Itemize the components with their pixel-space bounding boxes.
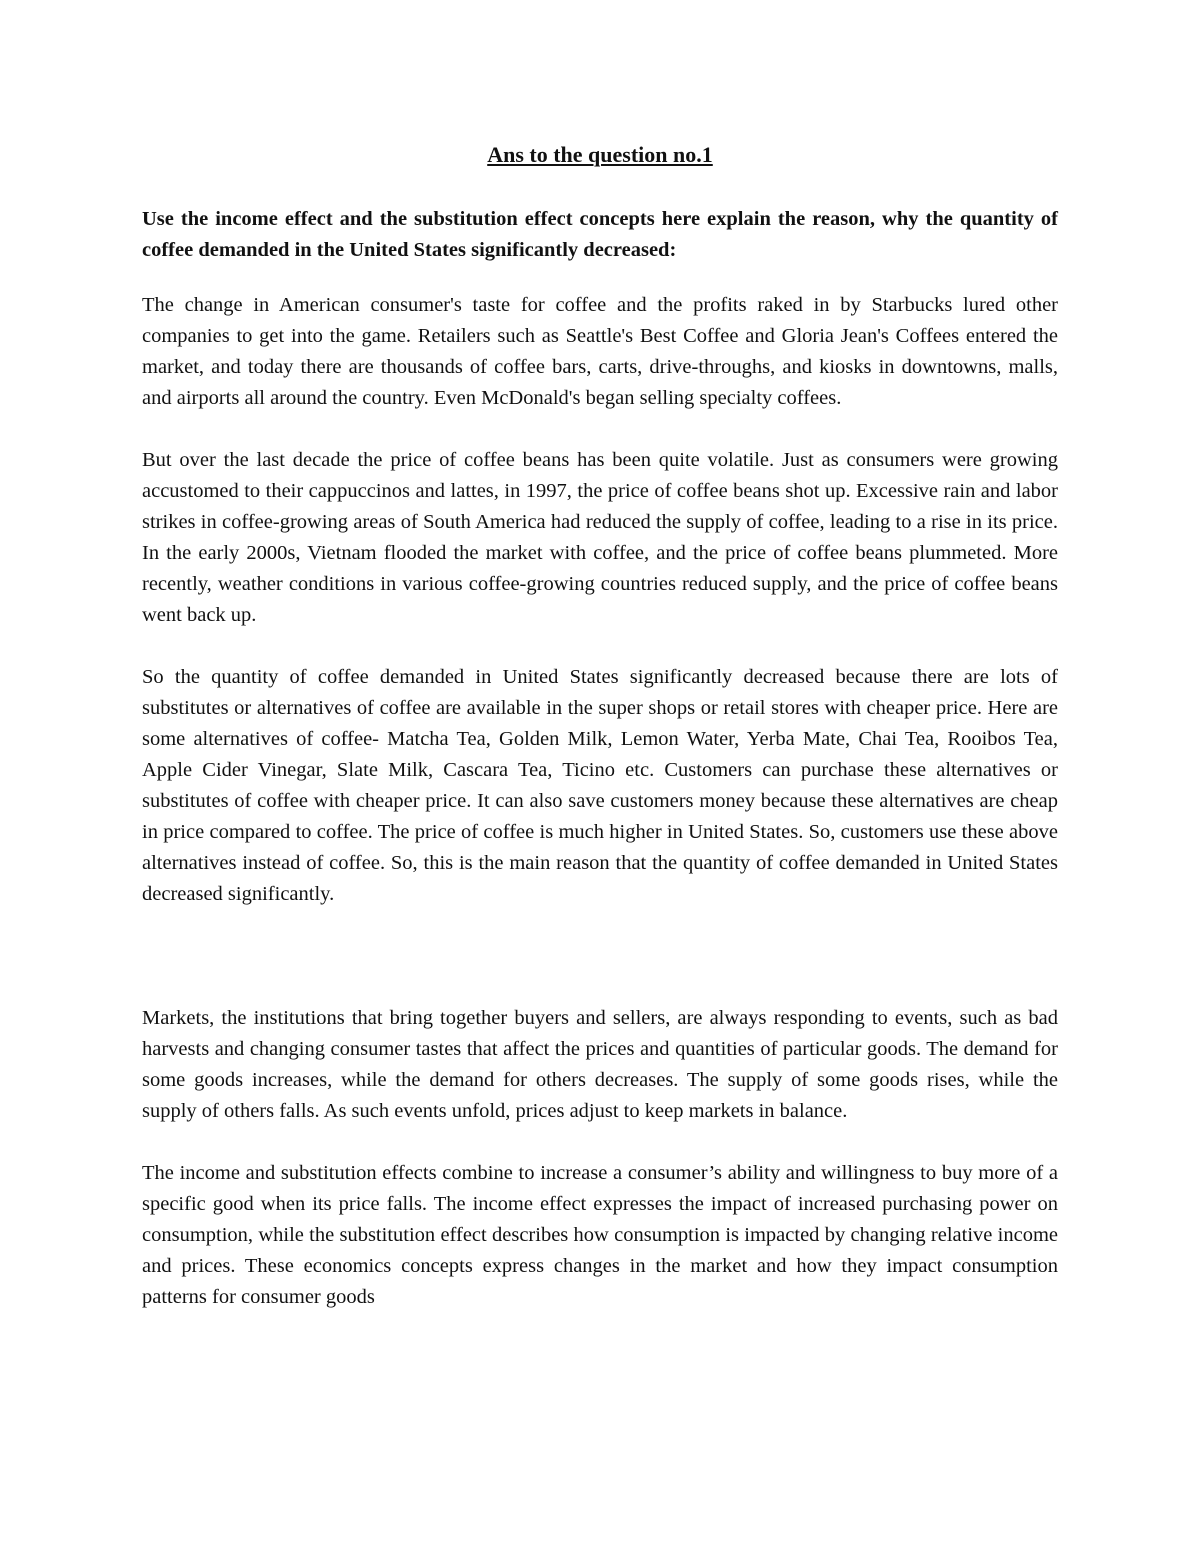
paragraph-2: But over the last decade the price of coffee beans has been quite volatile. Just as consumers were growing accustomed to their cappuccinos and lattes, in 1997, the price of coffee beans shot up. Excessive rain and labor strikes in coffee-growing areas of South America had reduced the supply of coffee, leading to a rise in its price. In the early 2000s, Vietnam flooded the market with coffee, and the price of coffee beans plummeted. More recently, weather conditions in various coffee-growing countries reduced supply, and the price of coffee beans went back up.	[142, 448, 1058, 626]
paragraph-1: The change in American consumer's taste for coffee and the profits raked in by Starbucks lured other companies to get into the game. Retailers such as Seattle's Best Coffee and Gloria Jean's Coffees entered the market, and today there are thousands of coffee bars, carts, drive-throughs, and kiosks in downtowns, malls, and airports all around the country. Even McDonald's began selling specialty coffees.	[142, 293, 1058, 409]
question-text: Use the income effect and the substitution effect concepts here explain the reason, why the quantity of coffee demanded in the United States significantly decreased:	[142, 207, 1058, 261]
paragraph-5: The income and substitution effects combine to increase a consumer’s ability and willingness to buy more of a specific good when its price falls. The income effect expresses the impact of increased purchasing power on consumption, while the substitution effect describes how consumption is impacted by changing relative income and prices. These economics concepts express changes in the market and how they impact consumption patterns for consumer goods	[142, 1161, 1058, 1308]
paragraph-4: Markets, the institutions that bring together buyers and sellers, are always responding to events, such as bad harvests and changing consumer tastes that affect the prices and quantities of particular goods. The demand for some goods increases, while the demand for others decreases. The supply of some goods rises, while the supply of others falls. As such events unfold, prices adjust to keep markets in balance.	[142, 1006, 1058, 1122]
document-page	[142, 140, 1058, 1344]
page-title: Ans to the question no.1	[487, 142, 713, 167]
paragraph-3: So the quantity of coffee demanded in United States significantly decreased because there are lots of substitutes or alternatives of coffee are available in the super shops or retail stores with cheaper price. Here are some alternatives of coffee- Matcha Tea, Golden Milk, Lemon Water, Yerba Mate, Chai Tea, Rooibos Tea, Apple Cider Vinegar, Slate Milk, Cascara Tea, Ticino etc. Customers can purchase these alternatives or substitutes of coffee with cheaper price. It can also save customers money because these alternatives are cheap in price compared to coffee. The price of coffee is much higher in United States. So, customers use these above alternatives instead of coffee. So, this is the main reason that the quantity of coffee demanded in United States decreased significantly.	[142, 665, 1058, 905]
